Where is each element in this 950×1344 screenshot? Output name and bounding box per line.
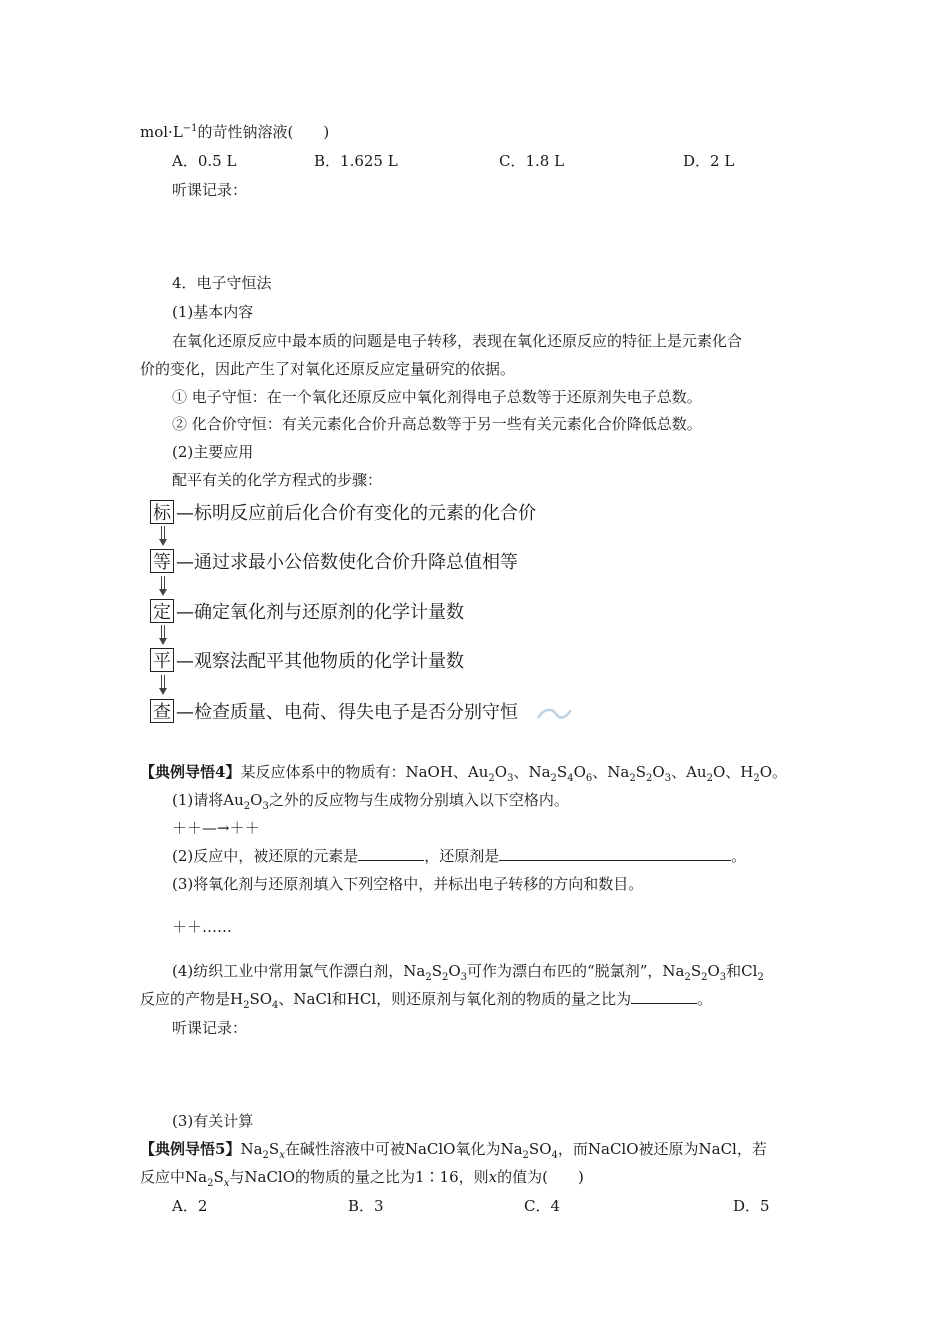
decorative-swirl-icon [536, 704, 574, 722]
example-4-q3: (3)将氧化剂与还原剂填入下列空格中，并标出电子转移的方向和数目。 [172, 875, 644, 893]
ex5-option-b: B．3 [348, 1197, 384, 1215]
reduced-element-blank[interactable] [358, 860, 424, 861]
ratio-blank[interactable] [631, 1003, 697, 1004]
rule-valence: ② 化合价守恒：有关元素化合价升高总数等于另一些有关元素化合价降低总数。 [172, 415, 702, 433]
step-coefficient [150, 597, 464, 625]
para-line-1: 在氧化还原反应中最本质的问题是电子转移，表现在氧化还原反应的特征上是元素化合 [172, 332, 743, 350]
step-observe [150, 646, 464, 674]
step-box: 定 [150, 599, 174, 623]
example-4-intro: 【典例导悟4】某反应体系中的物质有：NaOH、$Au_2O_3$、$Na_2S_4O_6$、$Na_2S_2O_3$、$Au_2O$、$H_2O$。 [140, 763, 788, 784]
step-text: —确定氧化剂与还原剂的化学计量数 [176, 602, 464, 623]
step-text: —检查质量、电荷、得失电子是否分别守恒 [176, 702, 518, 723]
equation-blank-2: ＋＋…… [172, 918, 233, 936]
example-4-q4-line2: 反应的产物是$H_2SO_4$、NaCl和HCl，则还原剂与氧化剂的物质的量之比为 。 [140, 990, 713, 1011]
reducing-agent-blank[interactable] [499, 860, 731, 861]
q3-option-b: B．1.625 L [314, 152, 398, 170]
para-line-2: 价的变化，因此产生了对氧化还原反应定量研究的依据。 [140, 360, 516, 378]
step-text: —标明反应前后化合价有变化的元素的化合价 [176, 503, 536, 524]
subsection-application: (2)主要应用 [172, 443, 254, 461]
ex5-option-d: D．5 [733, 1197, 770, 1215]
ex5-option-c: C．4 [524, 1197, 561, 1215]
step-text: —通过求最小公倍数使化合价升降总值相等 [176, 552, 518, 573]
example-5-line1: 【典例导悟5】$Na_2S_x$在碱性溶液中可被NaClO氧化为$Na_2SO_4$，而NaClO被还原为NaCl，若 [140, 1140, 767, 1161]
step-box: 标 [150, 500, 174, 524]
subsection-calculation: (3)有关计算 [172, 1112, 254, 1130]
q3-stem: $mol\cdot L^{-1}$的苛性钠溶液( ) [140, 123, 330, 141]
steps-intro: 配平有关的化学方程式的步骤： [172, 471, 383, 489]
equation-blank-1: ＋＋—→＋＋ [172, 819, 260, 837]
rule-electron: ① 电子守恒：在一个氧化还原反应中氧化剂得电子总数等于还原剂失电子总数。 [172, 388, 702, 406]
step-mark [150, 498, 536, 526]
q3-option-a: A．0.5 L [172, 152, 237, 170]
step-box: 平 [150, 648, 174, 672]
step-box: 等 [150, 549, 174, 573]
q3-notes-label: 听课记录： [172, 181, 248, 199]
subsection-basic: (1)基本内容 [172, 303, 254, 321]
example-5-line2: 反应中$Na_2S_x$与NaClO的物质的量之比为1∶16，则x的值为( ) [140, 1168, 584, 1189]
step-text: —观察法配平其他物质的化学计量数 [176, 651, 464, 672]
q3-option-d: D．2 L [683, 152, 735, 170]
example-4-notes-label: 听课记录： [172, 1019, 248, 1037]
section-title: 4．电子守恒法 [172, 274, 272, 292]
arrow-down-icon [159, 625, 167, 645]
step-check [150, 697, 518, 725]
step-box: 查 [150, 699, 174, 723]
example-4-q4-line1: (4)纺织工业中常用氯气作漂白剂，$Na_2S_2O_3$可作为漂白布匹的“脱氯剂”，$Na_2S_2O_3$和$Cl_2$ [172, 962, 764, 983]
example-4-q1: (1)请将$Au_2O_3$之外的反应物与生成物分别填入以下空格内。 [172, 791, 569, 812]
arrow-down-icon [159, 526, 167, 546]
q3-option-c: C．1.8 L [499, 152, 565, 170]
arrow-down-icon [159, 675, 167, 695]
ex5-option-a: A．2 [172, 1197, 208, 1215]
step-balance [150, 547, 518, 575]
example-4-q2: (2)反应中，被还原的元素是 ，还原剂是 。 [172, 847, 747, 865]
arrow-down-icon [159, 576, 167, 596]
